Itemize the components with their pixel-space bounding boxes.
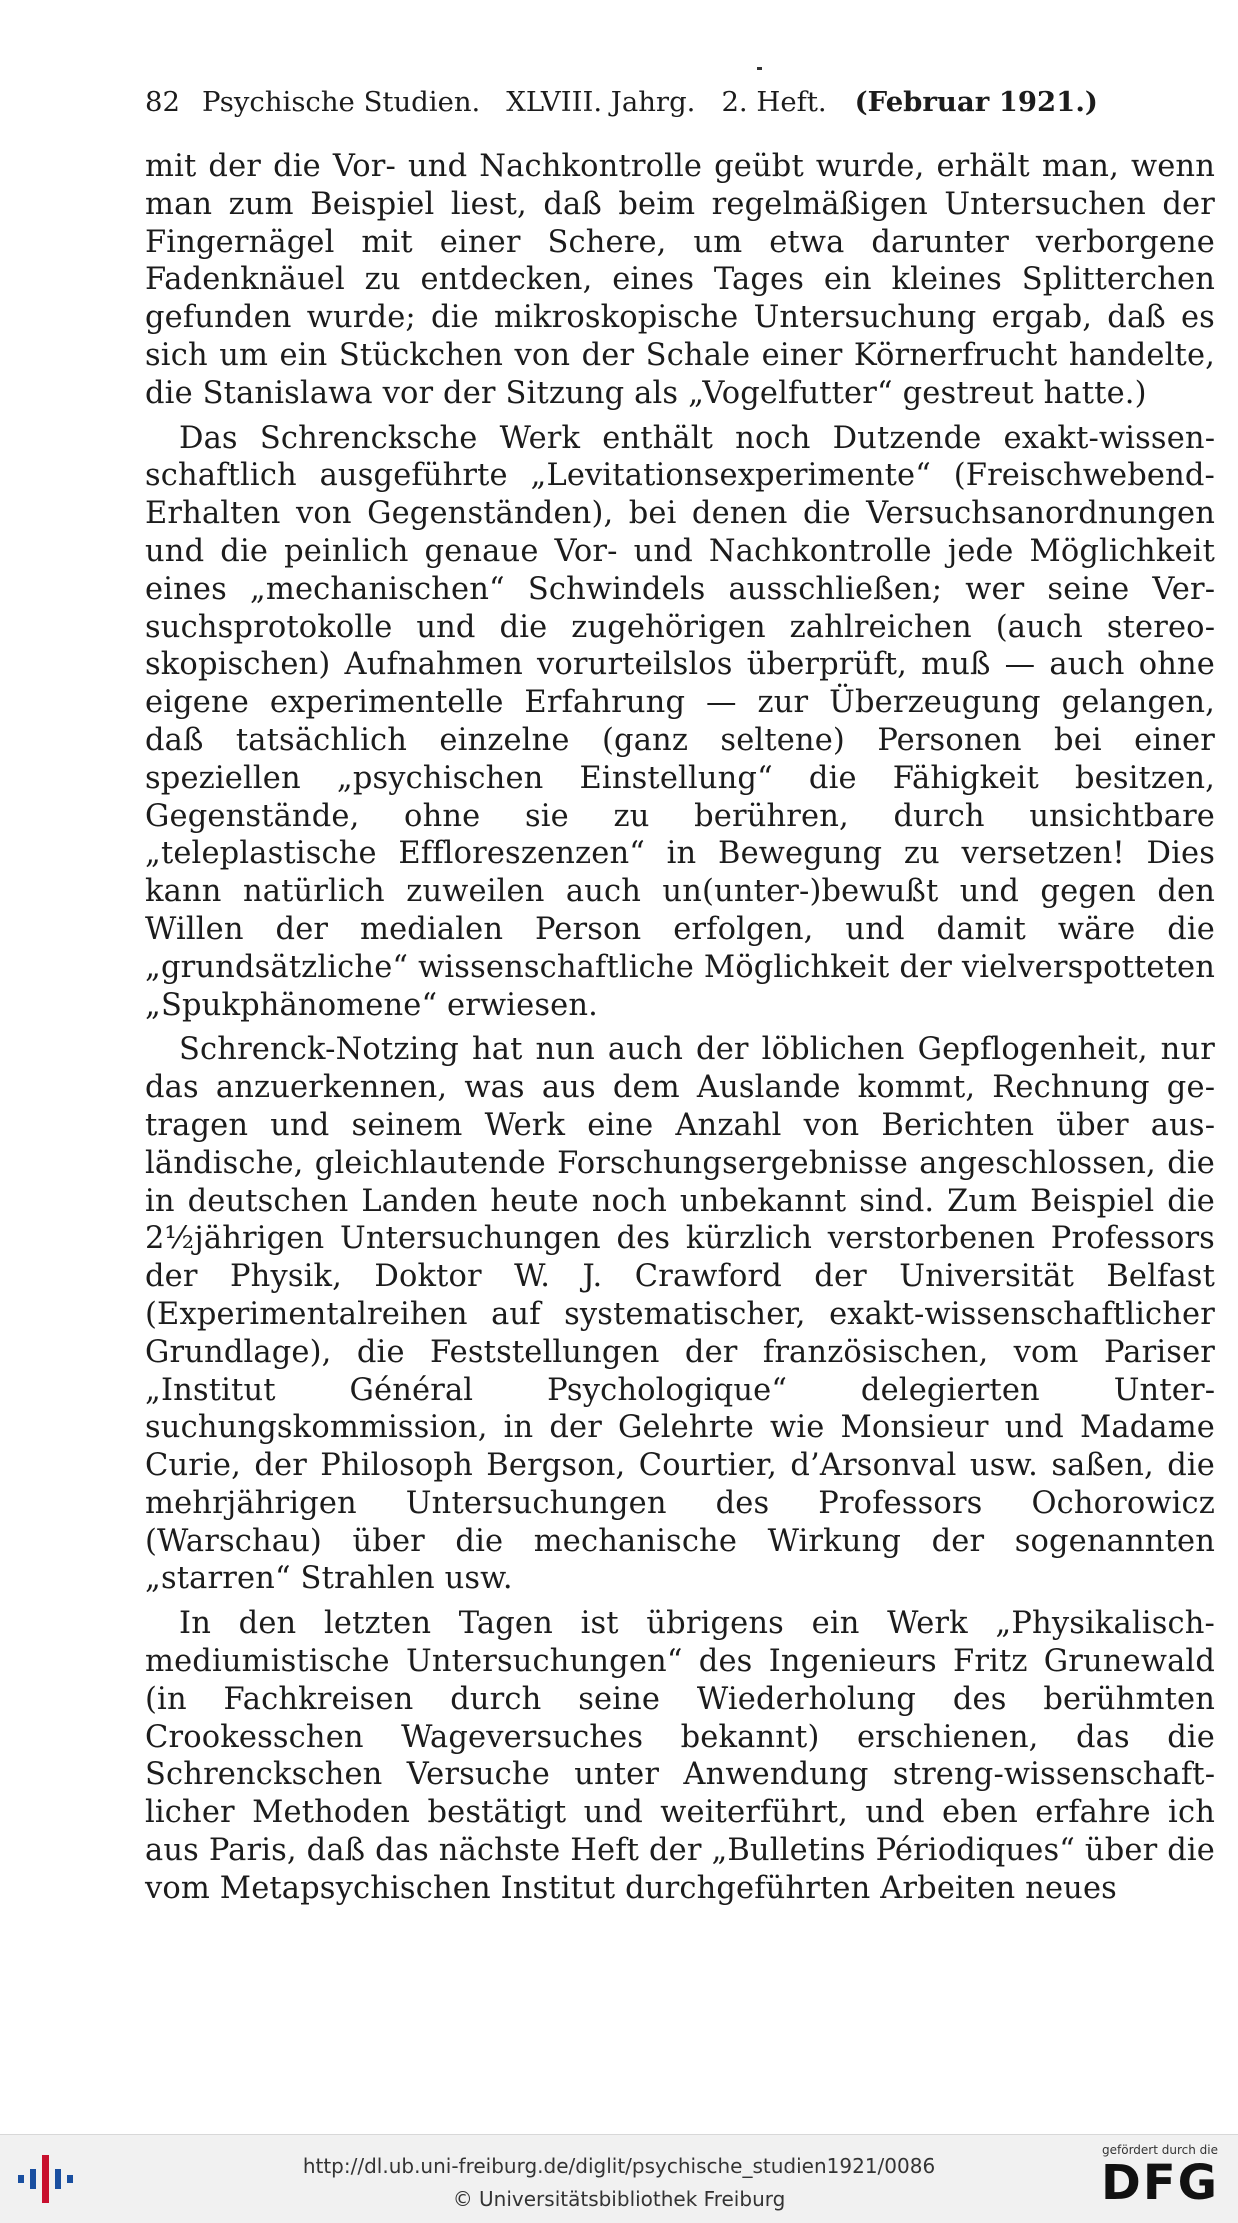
copyright-notice: © Universitätsbibliothek Freiburg xyxy=(452,2187,786,2211)
print-speck xyxy=(757,67,762,70)
volume-label: XLVIII. Jahrg. xyxy=(506,86,696,118)
dfg-funding-block xyxy=(1096,2143,1224,2209)
paragraph-grunewald: In den letzten Tagen ist übrigens ein Werk „Physikalisch-mediumistische Untersuchungen“ des Ingenieurs Fritz Grunewald (in Fachkreisen durch seine Wiederholung des berühmten Crookesschen Wageversuches bekannt) erschienen, das die Schrenckschen Versuche unter Anwendung streng-wissenschaftlicher Methoden bestätigt und weiterführt, und eben erfahre ich aus Paris, daß das nächste Heft der „Bulletins Périodiques“ über die vom Metapsychischen Institut durchgeführten Arbeiten neues xyxy=(145,1606,1215,1906)
dfg-logo[interactable]: DFG xyxy=(1100,2155,1220,2211)
journal-title: Psychische Studien. xyxy=(202,86,481,118)
source-url-link[interactable]: http://dl.ub.uni-freiburg.de/diglit/psychische_studien1921/0086 xyxy=(302,2154,936,2178)
article-body xyxy=(145,148,1215,1915)
paragraph-continuation: mit der die Vor- und Nachkontrolle geübt wurde, erhält man, wenn man zum Beispiel liest, daß beim regelmäßigen Untersuchen der Fingernägel mit einer Schere, um etwa darunter verborgene Fadenknäuel zu entdecken, eines Tages ein kleines Splitterchen gefunden wurde; die mikroskopische Untersuchung ergab, daß es sich um ein Stückchen von der Schale einer Körnerfrucht handelte, die Stanislawa vor der Sitzung als „Vogelfutter“ gestreut hatte.) xyxy=(145,149,1215,411)
issue-label: 2. Heft. xyxy=(721,86,827,118)
funding-note: gefördert durch die xyxy=(1102,2143,1218,2157)
paragraph-levitation: Das Schrencksche Werk enthält noch Dutzende exakt-wissenschaftlich ausgeführte „Levitationsexperimente“ (Freischwebend-Erhalten von Gegenständen), bei denen die Versuchsanordnungen und die peinlich genaue Vor- und Nachkontrolle jede Möglichkeit eines „mechanischen“ Schwindels ausschließen; wer seine Versuchsprotokolle und die zugehörigen zahlreichen (auch stereoskopischen) Aufnahmen vorurteilslos überprüft, muß — auch ohne eigene experimentelle Erfahrung — zur Überzeugung gelangen, daß tatsächlich einzelne (ganz seltene) Personen bei einer speziellen „psychischen Einstellung“ die Fähigkeit besitzen, Gegenstände, ohne sie zu berühren, durch unsichtbare „teleplastische Effloreszenzen“ in Bewegung zu versetzen! Dies kann natürlich zuweilen auch un(unter-)bewußt und gegen den Willen der medialen Person erfolgen, und damit wäre die „grundsätzliche“ wissenschaftliche Möglichkeit der vielverspotteten „Spukphänomene“ erwiesen. xyxy=(145,420,1215,1023)
paragraph-foreign-reports: Schrenck-Notzing hat nun auch der löblichen Gepflogenheit, nur das anzuerkennen, was aus dem Auslande kommt, Rechnung getragen und seinem Werk eine Anzahl von Berichten über ausländische, gleichlautende Forschungsergebnisse angeschlossen, die in deutschen Landen heute noch unbekannt sind. Zum Beispiel die 2½jährigen Untersuchungen des kürzlich verstorbenen Professors der Physik, Doktor W. J. Crawford der Universität Belfast (Experimentalreihen auf systematischer, exakt-wissenschaftlicher Grundlage), die Feststellungen der französischen, vom Pariser „Institut Général Psychologique“ delegierten Untersuchungskommission, in der Gelehrte wie Monsieur und Madame Curie, der Philosoph Bergson, Courtier, d’Arsonval usw. saßen, die mehrjährigen Untersuchungen des Professors Ochorowicz (Warschau) über die mechanische Wirkung der sogenannten „starren“ Strahlen usw. xyxy=(145,1032,1215,1597)
page-number: 82 xyxy=(145,86,180,118)
running-header xyxy=(145,86,1150,118)
digitization-footer xyxy=(0,2134,1238,2223)
issue-date: (Februar 1921.) xyxy=(854,86,1098,118)
